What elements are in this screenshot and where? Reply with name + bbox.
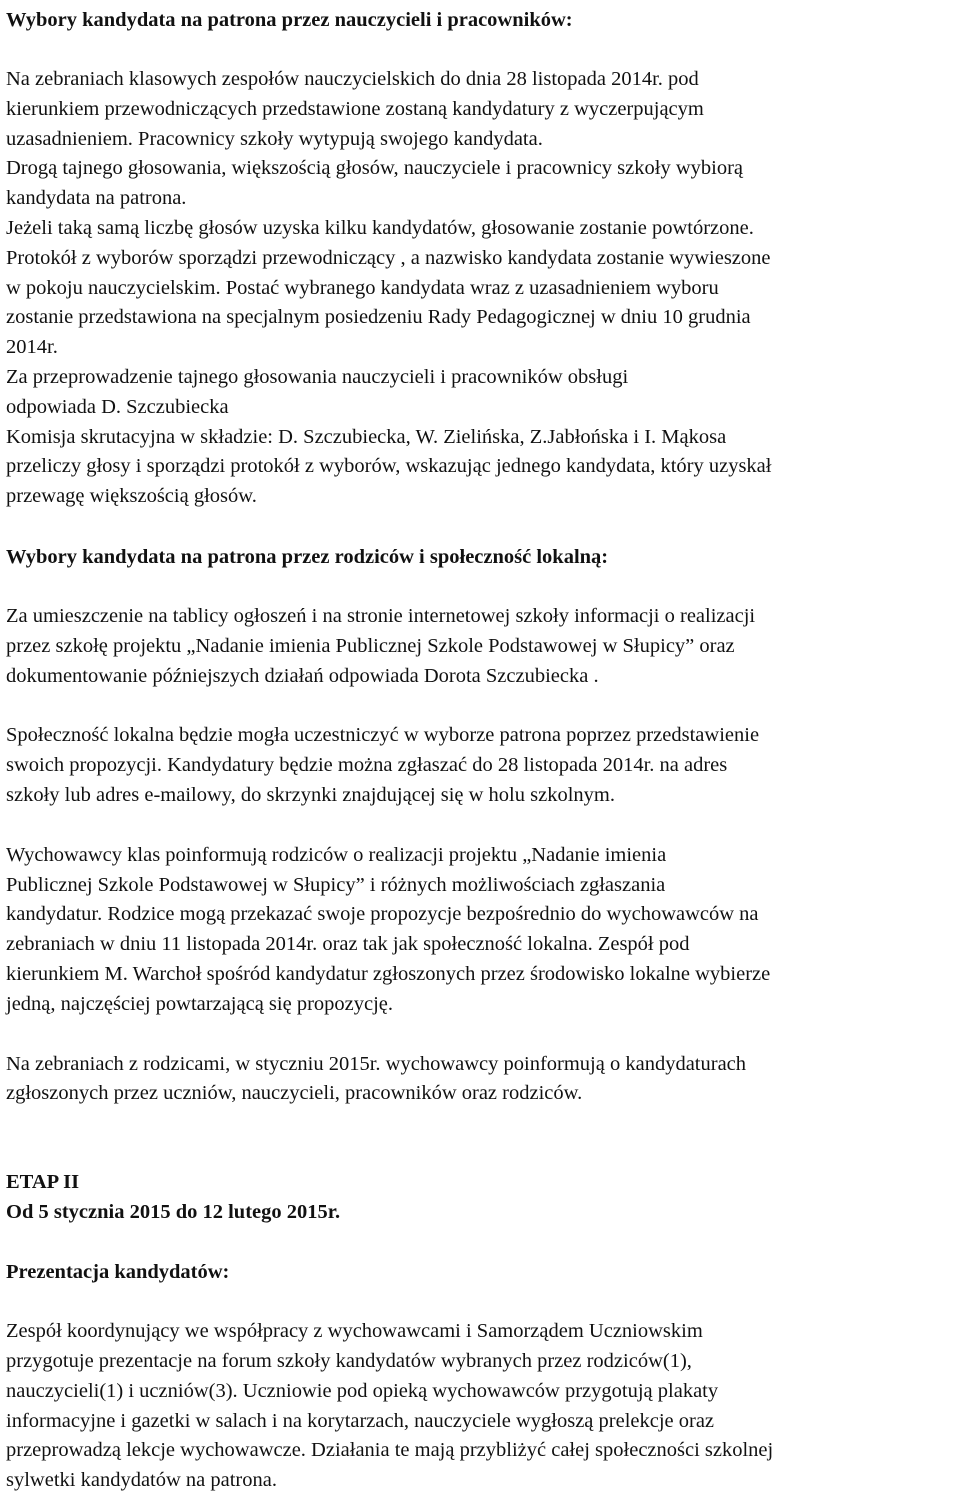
stage-dates: Od 5 stycznia 2015 do 12 lutego 2015r.: [6, 1201, 341, 1224]
text-line: nauczycieli(1) i uczniów(3). Uczniowie pod opieką wychowawców przygotują plakaty: [6, 1379, 719, 1402]
text-line: w pokoju nauczycielskim. Postać wybranego kandydata wraz z uzasadnieniem wyboru: [6, 276, 719, 299]
paragraph-community: [6, 721, 954, 810]
text-line: Publicznej Szkole Podstawowej w Słupicy” i różnych możliwościach zgłaszania: [6, 873, 666, 896]
text-line: przewagę większością głosów.: [6, 485, 257, 508]
text-line: odpowiada D. Szczubiecka: [6, 395, 229, 418]
text-line: zostanie przedstawiona na specjalnym posiedzeniu Rady Pedagogicznej w dniu 10 grudnia: [6, 306, 751, 329]
text-line: przeprowadzą lekcje wychowawcze. Działania te mają przybliżyć całej społeczności szkolnej: [6, 1439, 774, 1462]
text-line: zgłoszonych przez uczniów, nauczycieli, pracowników oraz rodziców.: [6, 1082, 583, 1105]
section-heading-parents: Wybory kandydata na patrona przez rodziców i społeczność lokalną:: [6, 545, 609, 568]
text-line: przez szkołę projektu „Nadanie imienia Publicznej Szkole Podstawowej w Słupicy” oraz: [6, 634, 735, 657]
paragraph-parent-meetings: [6, 1050, 954, 1110]
text-line: Wychowawcy klas poinformują rodziców o realizacji projektu „Nadanie imienia: [6, 843, 667, 866]
text-line: kandydatur. Rodzice mogą przekazać swoje propozycje bezpośrednio do wychowawców na: [6, 903, 759, 926]
text-line: Jeżeli taką samą liczbę głosów uzyska kilku kandydatów, głosowanie zostanie powtórzone.: [6, 216, 754, 239]
text-line: Na zebraniach z rodzicami, w styczniu 2015r. wychowawcy poinformują o kandydaturach: [6, 1052, 747, 1075]
text-line: Zespół koordynujący we współpracy z wychowawcami i Samorządem Uczniowskim: [6, 1320, 703, 1343]
text-line: informacyjne i gazetki w salach i na korytarzach, nauczyciele wygłoszą prelekcje oraz: [6, 1409, 715, 1432]
paragraph-class-teachers: [6, 841, 954, 1020]
text-line: Za umieszczenie na tablicy ogłoszeń i na stronie internetowej szkoły informacji o realizacji: [6, 604, 756, 627]
text-line: Protokół z wyborów sporządzi przewodniczący , a nazwisko kandydata zostanie wywieszone: [6, 246, 771, 269]
text-line: swoich propozycji. Kandydatury będzie można zgłaszać do 28 listopada 2014r. na adres: [6, 754, 728, 777]
text-line: dokumentowanie późniejszych działań odpowiada Dorota Szczubiecka .: [6, 664, 599, 687]
text-line: zebraniach w dniu 11 listopada 2014r. oraz tak jak społeczność lokalna. Zespół pod: [6, 933, 690, 956]
text-line: jedną, najczęściej powtarzającą się propozycję.: [6, 992, 394, 1015]
text-line: Społeczność lokalna będzie mogła uczestniczyć w wyborze patrona poprzez przedstawienie: [6, 724, 760, 747]
text-line: Za przeprowadzenie tajnego głosowania nauczycieli i pracowników obsługi: [6, 365, 629, 388]
text-line: szkoły lub adres e-mailowy, do skrzynki znajdującej się w holu szkolnym.: [6, 783, 615, 806]
text-line: kierunkiem przewodniczących przedstawione zostaną kandydatury z wyczerpującym: [6, 97, 704, 120]
paragraph-announcements: [6, 602, 954, 691]
text-line: uzasadnieniem. Pracownicy szkoły wytypują swojego kandydata.: [6, 127, 543, 150]
paragraph-presentation: [6, 1317, 954, 1496]
text-line: Komisja skrutacyjna w składzie: D. Szczubiecka, W. Zielińska, Z.Jabłońska i I. Mąkosa: [6, 425, 727, 448]
text-line: Na zebraniach klasowych zespołów nauczycielskich do dnia 28 listopada 2014r. pod: [6, 68, 699, 90]
text-line: Drogą tajnego głosowania, większością głosów, nauczyciele i pracownicy szkoły wybiorą: [6, 157, 744, 180]
text-line: kandydata na patrona.: [6, 187, 187, 210]
section-heading-teachers: Wybory kandydata na patrona przez nauczycieli i pracowników:: [6, 9, 573, 31]
text-line: 2014r.: [6, 336, 58, 359]
text-line: sylwetki kandydatów na patrona.: [6, 1469, 277, 1492]
paragraph-teachers-election: [6, 65, 954, 512]
text-line: kierunkiem M. Warchoł spośród kandydatur zgłoszonych przez środowisko lokalne wybierze: [6, 962, 771, 985]
text-line: przeliczy głosy i sporządzi protokół z wyborów, wskazując jednego kandydata, który uzyskał: [6, 455, 772, 478]
section-heading-presentation: Prezentacja kandydatów:: [6, 1261, 230, 1284]
stage-title: ETAP II: [6, 1171, 80, 1194]
text-line: przygotuje prezentacje na forum szkoły kandydatów wybranych przez rodziców(1),: [6, 1349, 692, 1372]
